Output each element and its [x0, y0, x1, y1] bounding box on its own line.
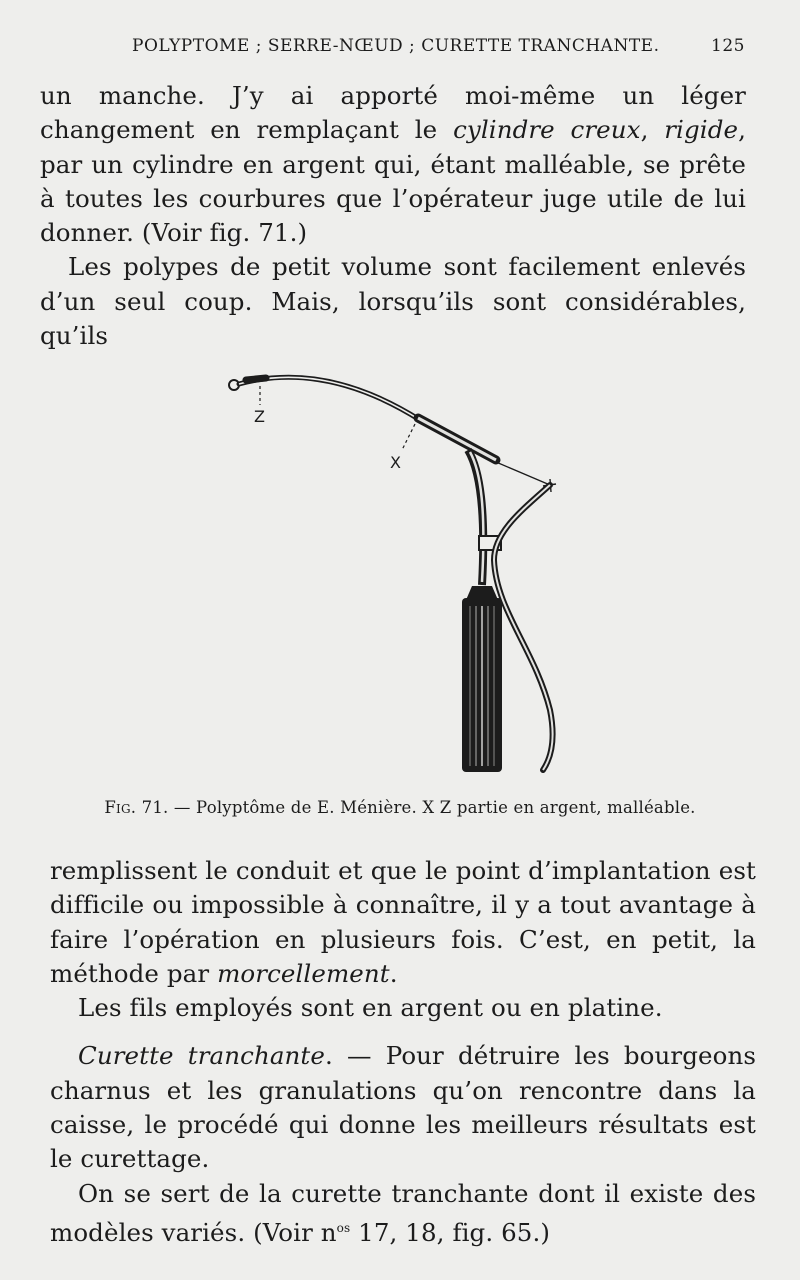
paragraph-6 [50, 1177, 756, 1251]
ferrule [466, 586, 498, 600]
p1-text: un manche. J’y ai apporté moi-même un léger changement en remplaçant le [40, 81, 746, 145]
p1-emphasis-2: rigide [664, 115, 739, 145]
leader-x [402, 424, 415, 450]
label-z: Z [254, 407, 265, 426]
page-number: 125 [711, 36, 745, 56]
polyptome-illustration [210, 360, 590, 780]
paragraph-2: Les polypes de petit volume sont facilement enlevés d’un seul coup. Mais, lorsqu’ils sont considérables, qu’ils [40, 252, 746, 351]
tube-tip-sleeve [246, 378, 266, 380]
p3-end: . [389, 958, 398, 988]
paragraph-5 [50, 1039, 756, 1176]
p6-end: 17, 18, fig. 65.) [350, 1218, 551, 1248]
p1-emphasis-1: cylindre creux [453, 115, 641, 145]
label-x: X [390, 453, 401, 472]
rigid-sheath-highlight [418, 418, 496, 460]
paragraph-3 [50, 854, 756, 991]
caption-text: — Polyptôme de E. Ménière. X Z partie en argent, malléable. [168, 798, 696, 817]
running-head [40, 36, 745, 60]
p3-emphasis: morcellement [217, 958, 390, 988]
p1-rest: , par un cylindre en argent qui, étant malléable, se prête à toutes les courbures que l’opérateur juge utile de lui donner. (Voir fig. 71.) [40, 115, 746, 248]
paragraph-4: Les fils employés sont en argent ou en platine. [78, 993, 663, 1023]
top-text-block [40, 79, 746, 353]
p1-separator: , [640, 115, 665, 145]
bottom-text-block [50, 854, 756, 1250]
paragraph-1 [40, 79, 746, 250]
figure-caption [40, 798, 760, 817]
running-title: POLYPTOME ; SERRE-NŒUD ; CURETTE TRANCHANTE. [132, 36, 660, 56]
p6-superscript: os [336, 1220, 351, 1235]
p5-emphasis: Curette tranchante [78, 1041, 325, 1071]
p5-text: . — Pour détruire les bourgeons charnus et les granulations qu’on rencontre dans la caisse, le procédé qui donne les meilleurs résultats est le curettage. [50, 1041, 756, 1174]
silver-tube [239, 377, 420, 420]
figure-71 [210, 360, 590, 780]
caption-figure-number: Fig. 71. [104, 798, 169, 817]
trigger-lever [494, 485, 553, 770]
p3-text: remplissent le conduit et que le point d’implantation est difficile ou impossible à connaître, il y a tout avantage à faire l’opération en plusieurs fois. C’est, en petit, la méthode par [50, 856, 756, 988]
p6-text: On se sert de la curette tranchante dont il existe des modèles variés. (Voir n [50, 1178, 756, 1248]
thread [496, 462, 550, 485]
